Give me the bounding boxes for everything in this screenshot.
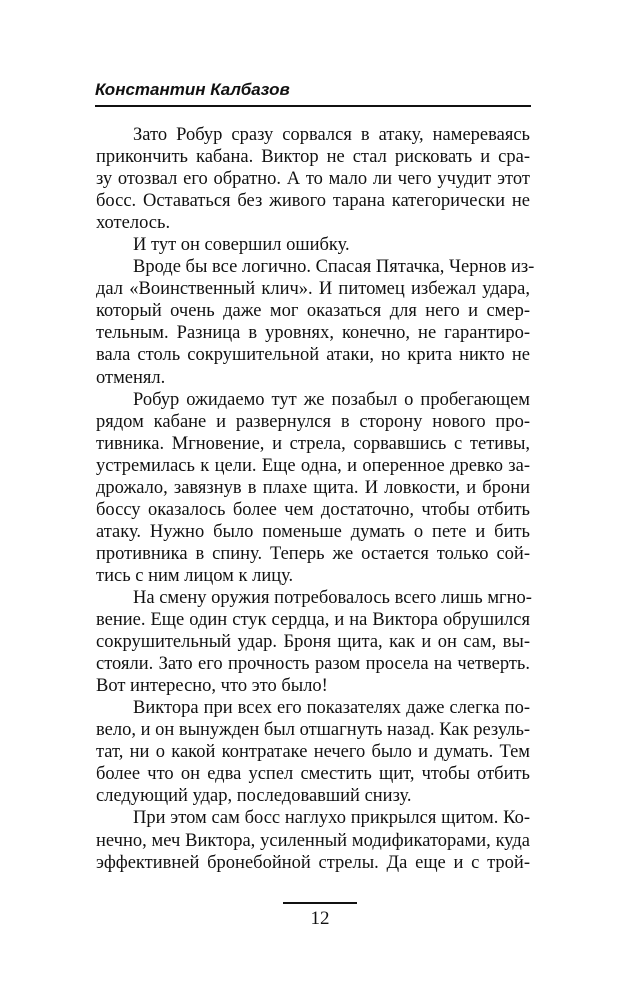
text-line: Вроде бы все логично. Спасая Пятачка, Чернов из- <box>133 257 535 278</box>
text-line: вело, и он вынужден был отшагнуть назад. Как резуль- <box>96 720 531 741</box>
text-line: тельным. Разница в уровнях, конечно, не гарантиро- <box>96 323 530 344</box>
paragraph <box>96 234 530 256</box>
text-line: вала столь сокрушительной атаки, но крита никто не <box>96 345 530 366</box>
text-line: следующий удар, последовавший снизу. <box>96 786 412 807</box>
page-number: 12 <box>310 908 330 929</box>
text-line: атаку. Нужно было поменьше думать о пете и бить <box>96 521 530 542</box>
text-line: рядом кабане и развернулся в сторону нового про- <box>96 411 530 432</box>
header-rule <box>95 105 531 107</box>
text-line: На смену оружия потребовалось всего лишь мгно- <box>133 587 532 608</box>
text-line: Робур ожидаемо тут же позабыл о пробегающем <box>133 389 530 410</box>
text-line: боссу оказалось более чем достаточно, чтобы отбить <box>96 499 530 520</box>
text-line: тат, ни о какой контратаке нечего было и думать. Тем <box>96 742 530 763</box>
text-line: дрожало, завязнув в плахе щита. И ловкости, и брони <box>96 477 530 498</box>
footer-rule <box>283 902 357 904</box>
paragraph <box>96 587 530 697</box>
page-body <box>96 124 535 874</box>
text-line: тись с ним лицом к лицу. <box>96 565 294 586</box>
text-line: Виктора при всех его показателях даже слегка по- <box>133 698 530 719</box>
paragraph <box>96 389 530 587</box>
text-line: хотелось. <box>96 213 171 234</box>
text-line: При этом сам босс наглухо прикрылся щитом. Ко- <box>133 808 530 829</box>
text-line: сокрушительный удар. Броня щита, как и он сам, вы- <box>96 632 530 653</box>
text-line: стояли. Зато его прочность разом просела на четверть. <box>96 654 530 675</box>
text-line: босс. Оставаться без живого тарана категорически не <box>96 191 530 212</box>
text-line: эффективней бронебойной стрелы. Да еще и с трой- <box>96 852 530 873</box>
paragraph <box>96 256 535 388</box>
text-line: вение. Еще один стук сердца, и на Виктора обрушился <box>96 610 530 631</box>
text-line: устремилась к цели. Еще одна, и оперенное древко за- <box>96 455 530 476</box>
text-line: Вот интересно, что это было! <box>96 676 328 697</box>
text-line: который очень даже мог оказаться для него и смер- <box>96 301 530 322</box>
text-line: нечно, меч Виктора, усиленный модификаторами, куда <box>96 830 530 851</box>
text-line: противника в спину. Теперь же остается только сой- <box>96 543 530 564</box>
text-line: прикончить кабана. Виктор не стал рисковать и сра- <box>96 147 530 168</box>
paragraph <box>96 697 530 807</box>
text-line: Зато Робур сразу сорвался в атаку, намереваясь <box>133 125 530 145</box>
text-line: более что он едва успел сместить щит, чтобы отбить <box>96 764 530 785</box>
text-line: дал «Воинственный клич». И питомец избежал удара, <box>96 279 530 300</box>
text-line: отменял. <box>96 367 166 388</box>
text-line: зу отозвал его обратно. А то мало ли чего учудит этот <box>96 169 530 190</box>
running-header-author: Константин Калбазов <box>95 80 290 99</box>
paragraph <box>96 124 530 234</box>
text-line: тивника. Мгновение, и стрела, сорвавшись с тетивы, <box>96 433 530 454</box>
paragraph <box>96 807 530 873</box>
text-line: И тут он совершил ошибку. <box>133 235 350 256</box>
